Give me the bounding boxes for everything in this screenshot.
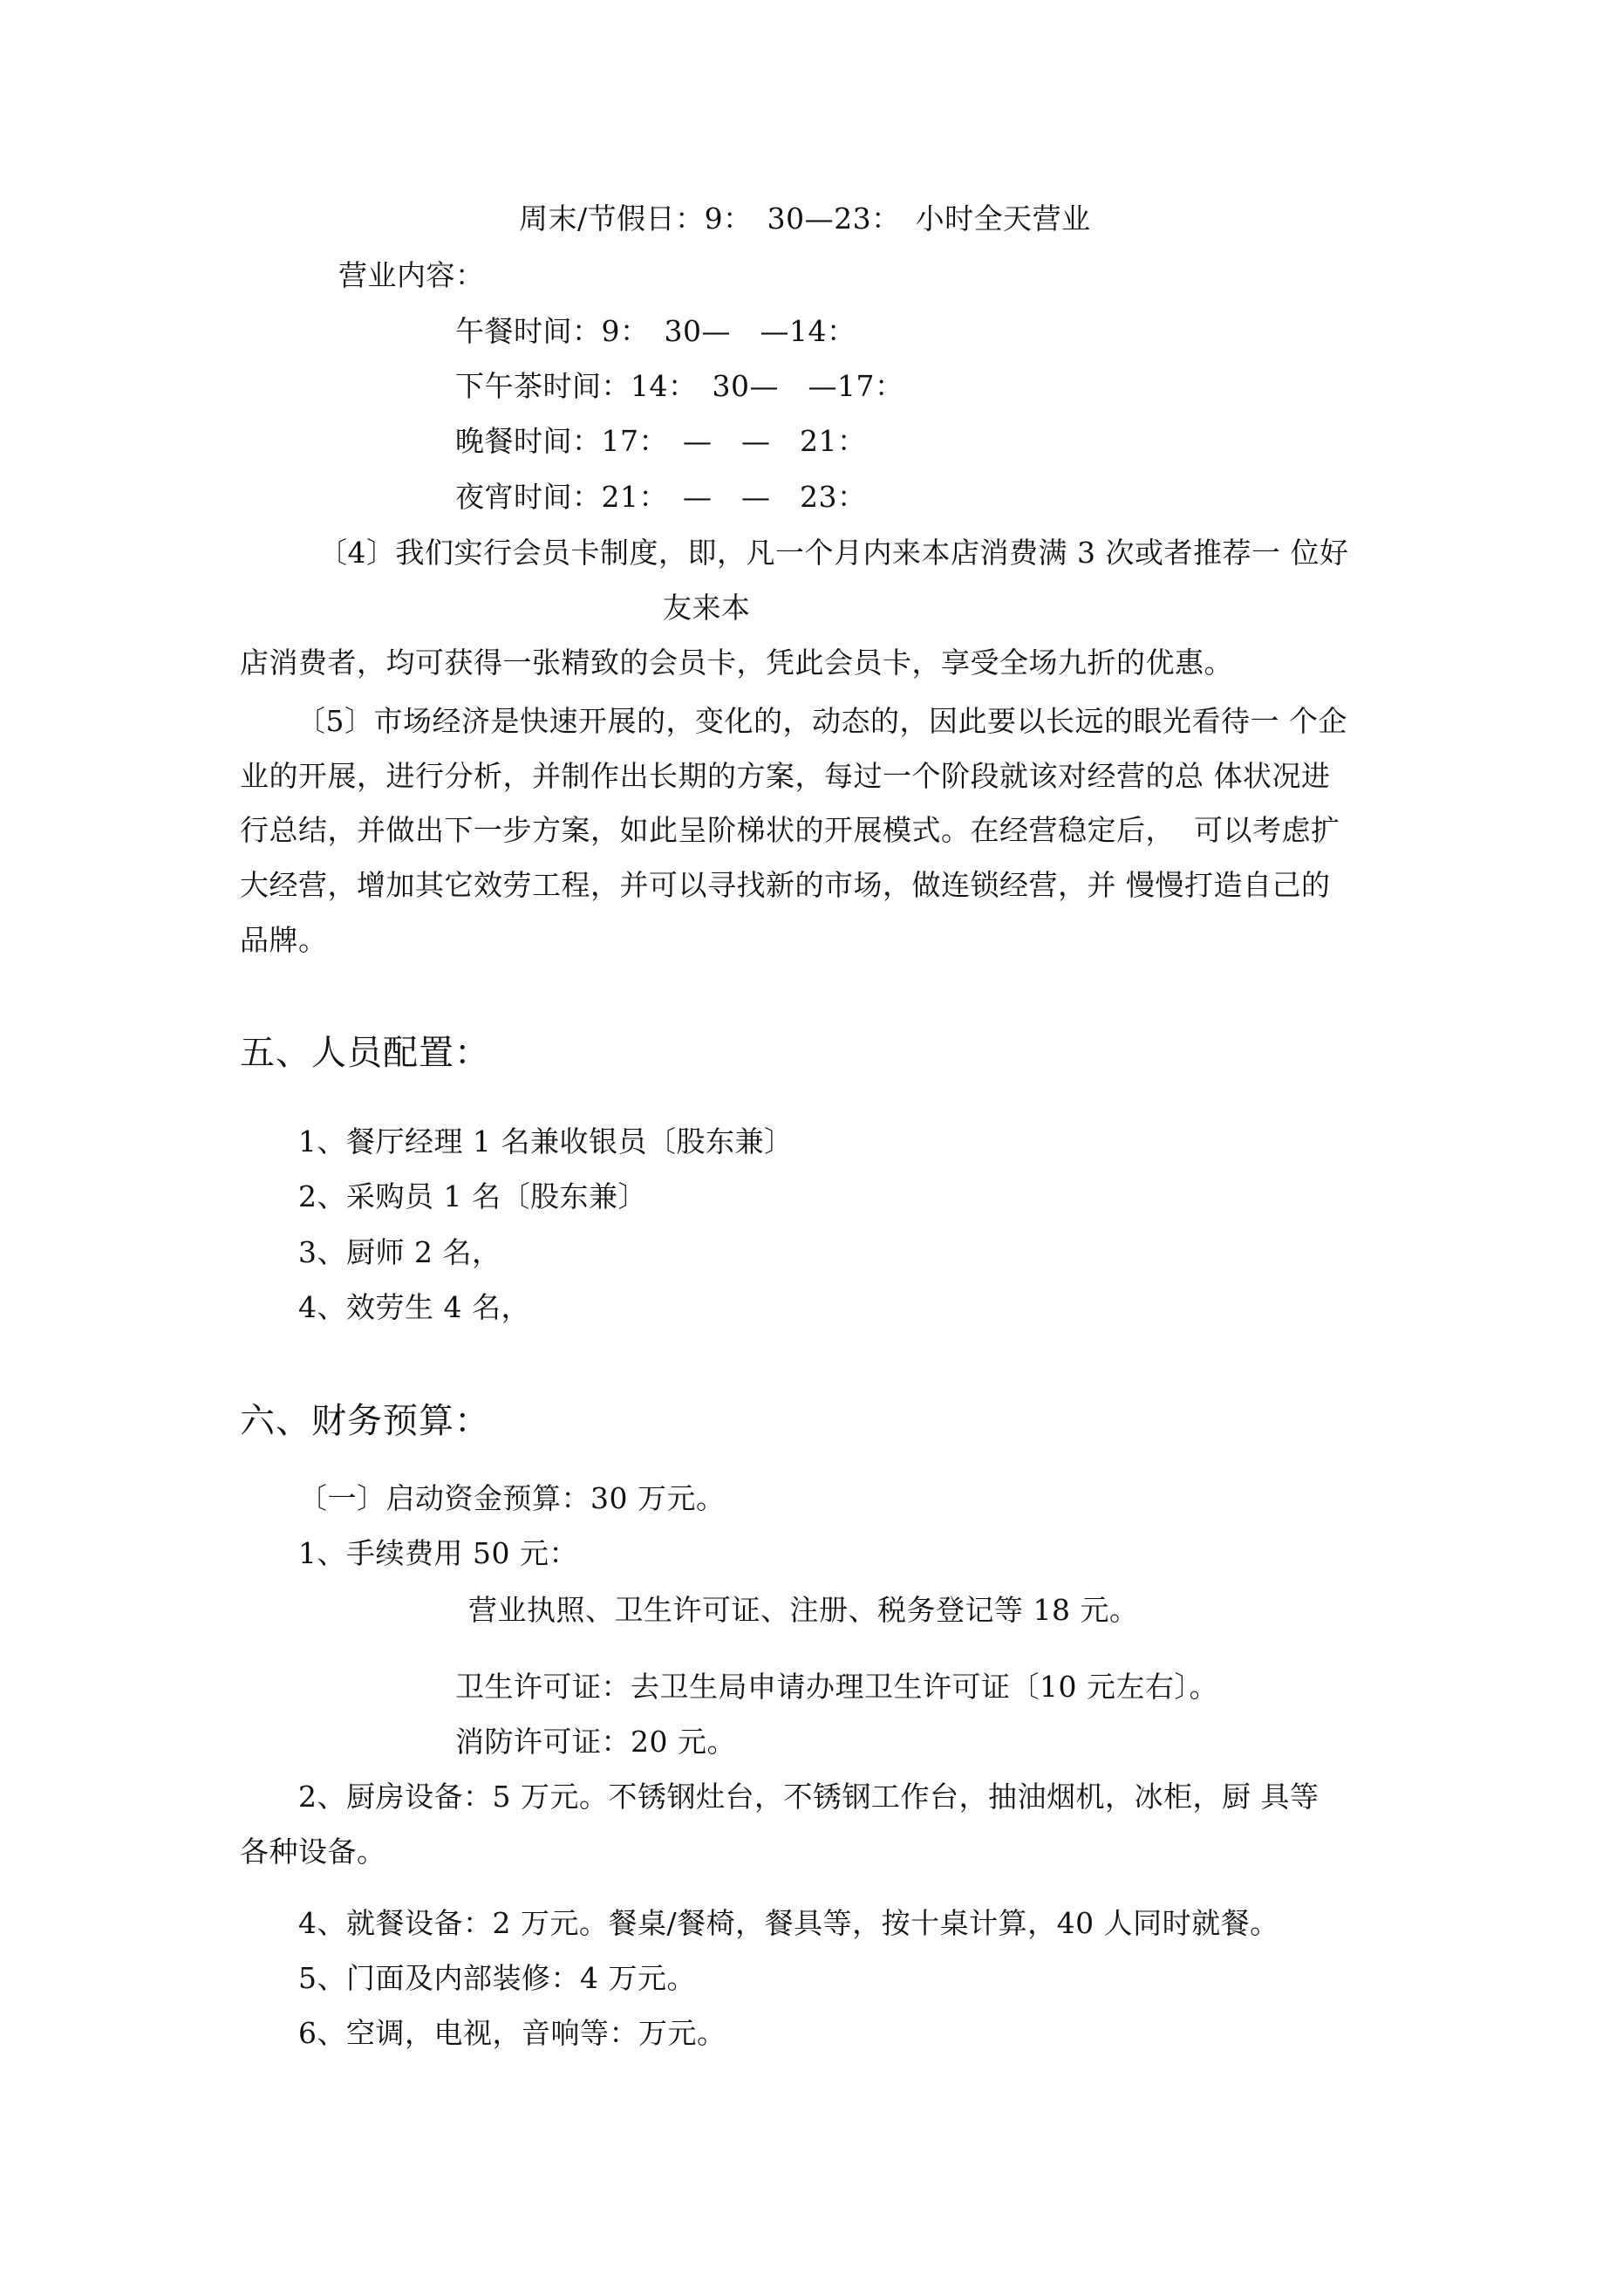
- item5-line4: 大经营，增加其它效劳工程，并可以寻找新的市场，做连锁经营，并 慢慢打造自己的: [240, 868, 1331, 902]
- staff-item-1: 1、餐厅经理 1 名兼收银员〔股东兼〕: [298, 1124, 794, 1158]
- item5-line2: 业的开展，进行分析，并制作出长期的方案，每过一个阶段就该对经营的总 体状况进: [240, 759, 1331, 793]
- staff-item-2: 2、采购员 1 名〔股东兼〕: [298, 1179, 647, 1213]
- section6-title: 六、财务预算：: [240, 1401, 490, 1441]
- section5-title: 五、人员配置：: [240, 1033, 490, 1073]
- item4-line3: 店消费者，均可获得一张精致的会员卡，凭此会员卡，享受全场九折的优惠。: [240, 646, 1233, 680]
- startup-budget: 〔一〕启动资金预算：30 万元。: [298, 1481, 726, 1515]
- lunch-hours: 午餐时间：9： 30— —14：: [455, 314, 856, 348]
- fee-line: 1、手续费用 50 元：: [298, 1536, 578, 1570]
- license-line: 营业执照、卫生许可证、注册、税务登记等 18 元。: [468, 1593, 1139, 1627]
- item5-line3: 行总结，并做出下一步方案，如此呈阶梯状的开展模式。在经营稳定后， 可以考虑扩: [240, 813, 1340, 847]
- item4-line2: 友来本: [663, 591, 751, 625]
- ac-line: 6、空调，电视，音响等：万元。: [298, 2016, 726, 2050]
- staff-item-4: 4、效劳生 4 名，: [298, 1290, 530, 1324]
- weekend-hours: 周末/节假日：9： 30—23： 小时全天营业: [519, 202, 1091, 236]
- dinner-hours: 晚餐时间：17： — — 21：: [455, 424, 867, 458]
- kitchen-line1: 2、厨房设备：5 万元。不锈钢灶台，不锈钢工作台，抽油烟机，冰柜，厨 具等: [298, 1780, 1320, 1814]
- health-permit-line: 卫生许可证：去卫生局申请办理卫生许可证〔10 元左右〕。: [455, 1670, 1218, 1704]
- item5-line1: 〔5〕市场经济是快速开展的，变化的，动态的，因此要以长远的眼光看待一 个企: [297, 704, 1347, 738]
- business-content-label: 营业内容：: [338, 258, 485, 292]
- item5-line5: 品牌。: [240, 923, 328, 957]
- kitchen-line2: 各种设备。: [240, 1835, 386, 1869]
- fire-permit-line: 消防许可证：20 元。: [455, 1725, 736, 1759]
- tea-hours: 下午茶时间：14： 30— —17：: [455, 369, 904, 403]
- night-hours: 夜宵时间：21： — — 23：: [455, 480, 867, 514]
- item4-line1: 〔4〕我们实行会员卡制度，即，凡一个月内来本店消费满 3 次或者推荐一 位好: [318, 536, 1349, 570]
- dining-line: 4、就餐设备：2 万元。餐桌/餐椅，餐具等，按十桌计算，40 人同时就餐。: [298, 1906, 1279, 1940]
- staff-item-3: 3、厨师 2 名，: [298, 1235, 501, 1269]
- decor-line: 5、门面及内部装修：4 万元。: [298, 1961, 696, 1995]
